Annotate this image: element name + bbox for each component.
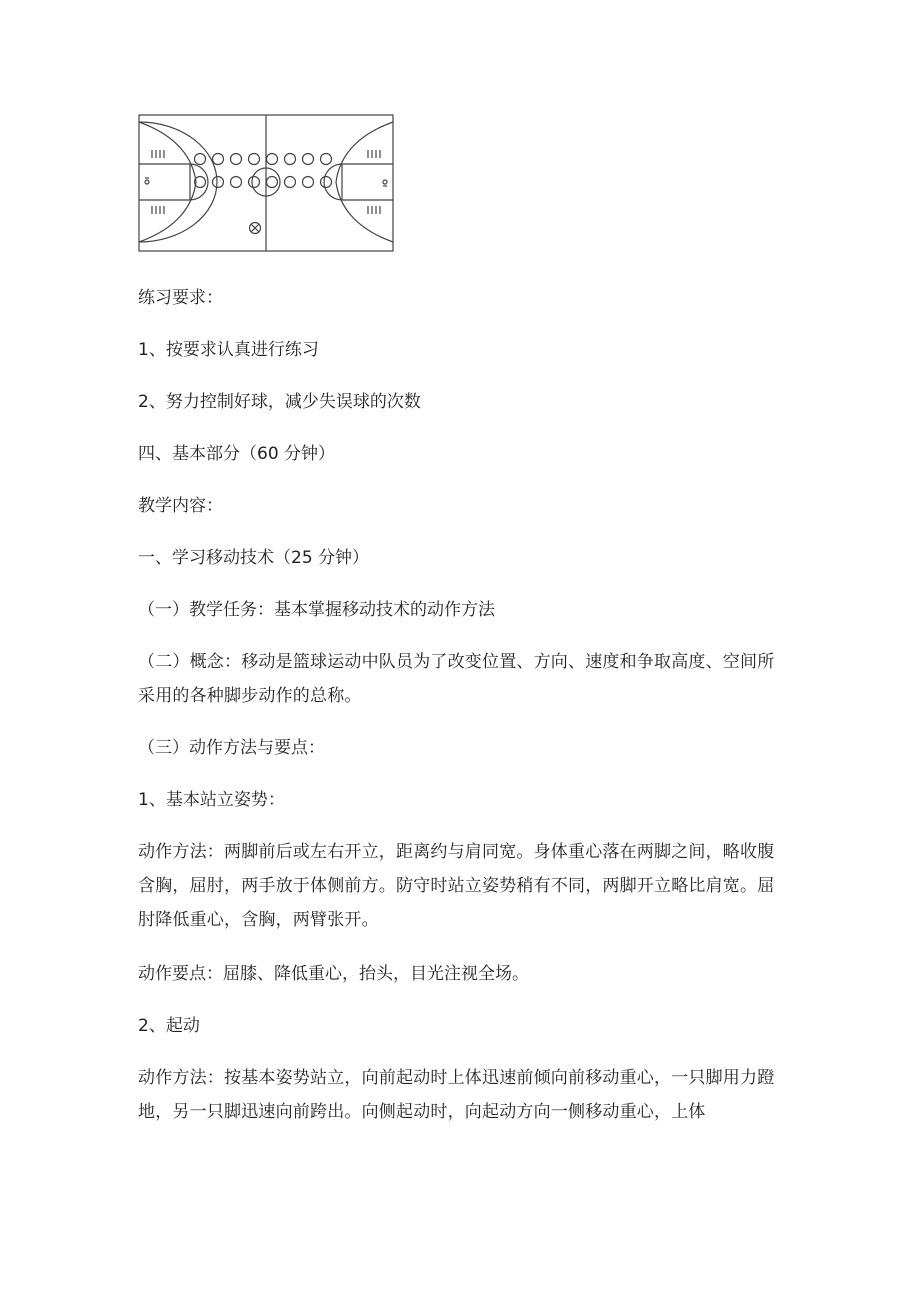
start-method-paragraph: 动作方法：按基本姿势站立，向前起动时上体迅速前倾向前移动重心，一只脚用力蹬地，另一只脚迅速向前跨出。向侧起动时，向起动方向一侧移动重心，上体	[138, 1068, 775, 1122]
basic-stance-heading: 1、基本站立姿势：	[138, 790, 285, 810]
requirement-item-2: 2、努力控制好球，减少失误球的次数	[138, 392, 421, 412]
requirement-item-1: 1、按要求认真进行练习	[138, 340, 319, 360]
practice-requirements-heading: 练习要求：	[138, 288, 223, 308]
teaching-task-line: （一）教学任务：基本掌握移动技术的动作方法	[138, 600, 495, 620]
stance-method-paragraph: 动作方法：两脚前后或左右开立，距离约与肩同宽。身体重心落在两脚之间，略收腹含胸，屈肘，两手放于体侧前方。防守时站立姿势稍有不同，两脚开立略比肩宽。屈肘降低重心，含胸，两臂张开。	[138, 842, 775, 930]
basketball-court-diagram	[138, 114, 394, 252]
stance-points-line: 动作要点：屈膝、降低重心，抬头，目光注视全场。	[138, 964, 529, 984]
section-heading-basic-part: 四、基本部分（60 分钟）	[138, 444, 336, 464]
teaching-content-heading: 教学内容：	[138, 496, 223, 516]
method-points-heading: （三）动作方法与要点：	[138, 738, 325, 758]
start-heading: 2、起动	[138, 1016, 200, 1036]
subsection-heading-movement: 一、学习移动技术（25 分钟）	[138, 548, 370, 568]
concept-paragraph: （二）概念：移动是篮球运动中队员为了改变位置、方向、速度和争取高度、空间所采用的各种脚步动作的总称。	[138, 652, 775, 706]
